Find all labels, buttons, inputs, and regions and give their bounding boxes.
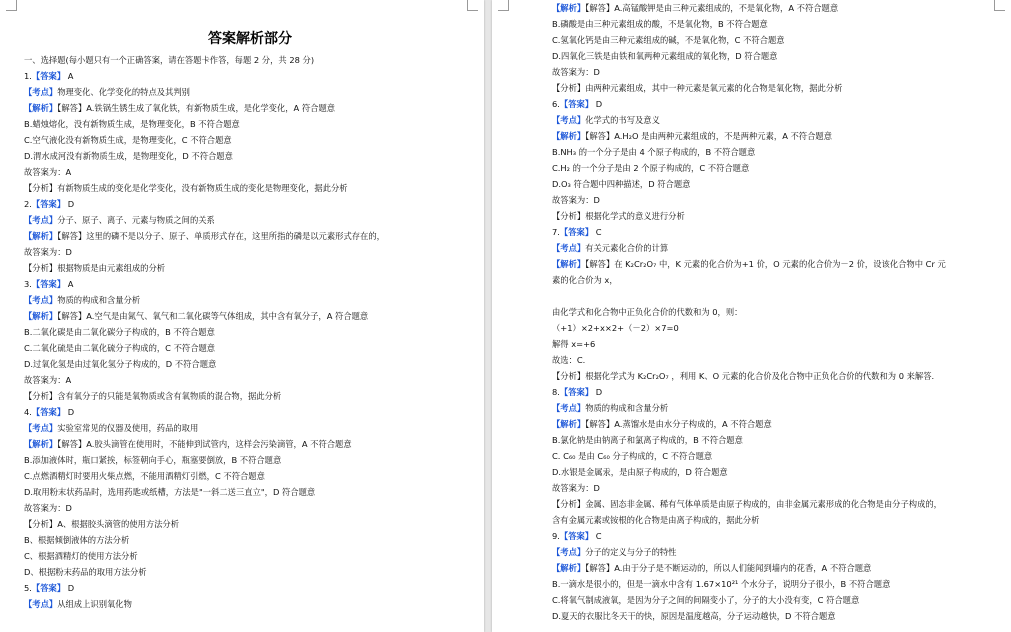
section-tag: 【考点】: [24, 87, 58, 97]
line-text: C.H₂ 的一个分子是由 2 个原子构成的，C 不符合题意: [552, 163, 750, 173]
section-tag: 【考点】: [552, 115, 586, 125]
line-text: D.四氧化三铁是由铁和氧两种元素组成的氧化物，D 符合题意: [552, 51, 778, 61]
section-tag: 【解析】: [552, 3, 586, 13]
line-text: D.取用粉末状药品时，选用药匙或纸槽，方法是"一斜二送三直立"，D 符合题意: [24, 487, 316, 497]
line-text: D、根据粉末药品的取用方法分析: [24, 567, 147, 577]
line-text: 【解答】A.空气是由氮气、氧气和二氧化碳等气体组成，其中含有氧分子，A 符合题意: [57, 311, 369, 321]
text-line: [552, 176, 1003, 192]
line-text: D: [65, 407, 75, 417]
line-text: B、根据倾倒液体的方法分析: [24, 535, 130, 545]
left-page: [0, 0, 484, 632]
text-line: [24, 68, 476, 84]
line-text: D.O₃ 符合题中四种描述，D 符合题意: [552, 179, 691, 189]
text-line: [24, 228, 476, 244]
section-tag: 【解析】: [552, 131, 586, 141]
line-text: 故答案为：A: [24, 167, 72, 177]
text-line: [24, 452, 476, 468]
text-line: [24, 548, 476, 564]
text-line: [552, 512, 1003, 528]
line-text: 【解答】这里的磷不是以分子、原子、单质形式存在，这里所指的磷是以元素形式存在的，: [57, 231, 385, 241]
text-line: [552, 32, 1003, 48]
line-text: C: [593, 227, 602, 237]
text-line: [24, 580, 476, 596]
line-text: B.添加液体时，瓶口紧挨，标签朝向手心，瓶塞要倒放，B 不符合题意: [24, 455, 282, 465]
line-text: C.二氧化硫是由二氧化硫分子构成的，C 不符合题意: [24, 343, 216, 353]
line-text: D.渭水成河没有新物质生成，是物理变化，D 不符合题意: [24, 151, 233, 161]
text-line: [24, 116, 476, 132]
text-line: [24, 532, 476, 548]
text-line: [24, 180, 476, 196]
text-line: [24, 404, 476, 420]
text-line: [552, 256, 1003, 272]
line-text: D.水银是金属汞，是由原子构成的，D 符合题意: [552, 467, 728, 477]
section-tag: 【解析】: [552, 563, 586, 573]
section-tag: 【解析】: [24, 311, 58, 321]
line-text: 由化学式和化合物中正负化合价的代数和为 0，则：: [552, 307, 743, 317]
text-line: [552, 448, 1003, 464]
line-text: 解得 x=+6: [552, 339, 596, 349]
section-tag: 【考点】: [24, 423, 58, 433]
text-line: [552, 544, 1003, 560]
question-number: 5.: [24, 583, 32, 593]
line-text: 有关元素化合价的计算: [585, 243, 669, 253]
line-text: C.点燃酒精灯时要用火柴点燃，不能用酒精灯引燃，C 不符合题意: [24, 471, 265, 481]
section-tag: 【答案】: [559, 99, 594, 109]
line-text: 故答案为：D: [24, 503, 72, 513]
text-line: [552, 224, 1003, 240]
section-tag: 【考点】: [552, 243, 586, 253]
text-line: [24, 420, 476, 436]
right-lines: [552, 0, 1003, 624]
text-line: [552, 16, 1003, 32]
line-text: A: [65, 71, 74, 81]
section-tag: 【解析】: [552, 259, 586, 269]
line-text: B.一滴水是很小的，但是一滴水中含有 1.67×10²¹ 个水分子，说明分子很小，B 不符合题意: [552, 579, 891, 589]
text-line: [552, 304, 1003, 320]
text-line: [552, 608, 1003, 624]
line-text: 【解答】A.胶头滴管在使用时，不能伸到试管内，这样会污染滴管，A 不符合题意: [57, 439, 352, 449]
line-text: 物理变化、化学变化的特点及其判别: [57, 87, 190, 97]
question-number: 9.: [552, 531, 560, 541]
question-number: 2.: [24, 199, 32, 209]
line-text: 从组成上识别氧化物: [57, 599, 132, 609]
line-text: B.NH₃ 的一个分子是由 4 个原子构成的，B 不符合题意: [552, 147, 756, 157]
section-tag: 【解析】: [24, 103, 58, 113]
line-text: D.夏天的衣服比冬天干的快，原因是温度越高，分子运动越快，D 不符合题意: [552, 611, 836, 621]
corner-mark: [6, 0, 17, 11]
line-text: C.将氧气制成液氧，是因为分子之间的间隔变小了，分子的大小没有变，C 符合题意: [552, 595, 860, 605]
line-text: 故答案为：D: [24, 247, 72, 257]
text-line: [552, 96, 1003, 112]
text-line: [552, 592, 1003, 608]
text-line: [24, 356, 476, 372]
line-text: 故选：C.: [552, 355, 586, 365]
text-line: [552, 368, 1003, 384]
text-line: [552, 464, 1003, 480]
text-line: [552, 576, 1003, 592]
text-line: [24, 164, 476, 180]
text-line: [24, 212, 476, 228]
line-text: 故答案为：D: [552, 483, 600, 493]
line-text: C.空气液化没有新物质生成，是物理变化，C 不符合题意: [24, 135, 232, 145]
line-text: B.氯化钠是由钠离子和氯离子构成的，B 不符合题意: [552, 435, 743, 445]
text-line: [24, 516, 476, 532]
question-number: 8.: [552, 387, 560, 397]
text-line: [24, 372, 476, 388]
text-line: [552, 400, 1003, 416]
line-text: 实验室常见的仪器及使用，药品的取用: [57, 423, 199, 433]
text-line: [24, 148, 476, 164]
text-line: [552, 480, 1003, 496]
line-text: 分子的定义与分子的特性: [585, 547, 677, 557]
text-line: [24, 484, 476, 500]
line-text: 物质的构成和含量分析: [585, 403, 669, 413]
text-line: [24, 596, 476, 612]
section-tag: 【解析】: [24, 231, 58, 241]
text-line: [24, 260, 476, 276]
text-line: [552, 384, 1003, 400]
text-line: [552, 272, 1003, 304]
line-text: 【解答】A.高锰酸钾是由三种元素组成的，不是氧化物，A 不符合题意: [585, 3, 839, 13]
line-text: 【分析】根据化学式的意义进行分析: [552, 211, 685, 221]
line-text: 【分析】由两种元素组成，其中一种元素是氧元素的化合物是氧化物，据此分析: [552, 83, 843, 93]
line-text: 物质的构成和含量分析: [57, 295, 141, 305]
section-tag: 【答案】: [31, 279, 66, 289]
text-line: [552, 48, 1003, 64]
section-tag: 【答案】: [31, 583, 66, 593]
text-line: [24, 84, 476, 100]
question-number: 1.: [24, 71, 32, 81]
question-number: 4.: [24, 407, 32, 417]
line-text: 【解答】A.H₂O 是由两种元素组成的，不是两种元素，A 不符合题意: [585, 131, 832, 141]
right-page: [492, 0, 1011, 632]
text-line: [552, 320, 1003, 336]
line-text: B.蜡烛熔化，没有新物质生成，是物理变化，B 不符合题意: [24, 119, 240, 129]
line-text: 故答案为：D: [552, 195, 600, 205]
text-line: [552, 128, 1003, 144]
section-tag: 【答案】: [559, 387, 594, 397]
line-text: 故答案为：A: [24, 375, 72, 385]
page-title: 答案解析部分: [208, 31, 292, 47]
line-text: 【分析】有新物质生成的变化是化学变化，没有新物质生成的变化是物理变化，据此分析: [24, 183, 348, 193]
line-text: B.二氧化碳是由二氧化碳分子构成的，B 不符合题意: [24, 327, 215, 337]
text-line: [552, 64, 1003, 80]
section-tag: 【考点】: [24, 215, 58, 225]
section-tag: 【解析】: [552, 419, 586, 429]
right-page-content: [552, 0, 1003, 624]
text-line: [552, 208, 1003, 224]
section-tag: 【答案】: [559, 531, 594, 541]
question-number: 6.: [552, 99, 560, 109]
text-line: [552, 496, 1003, 512]
line-text: 【分析】根据物质是由元素组成的分析: [24, 263, 166, 273]
line-text: 【分析】含有氧分子的只能是氧物质或含有氧物质的混合物，据此分析: [24, 391, 282, 401]
text-line: [552, 80, 1003, 96]
line-text: 【分析】A、根据胶头滴管的使用方法分析: [24, 519, 180, 529]
line-text: 【解答】A.由于分子是不断运动的，所以人们能闻到墙内的花香，A 不符合题意: [585, 563, 872, 573]
line-text: 故答案为：D: [552, 67, 600, 77]
line-text: 含有金属元素或铵根的化合物是由离子构成的，据此分析: [552, 515, 760, 525]
text-line: [552, 432, 1003, 448]
section-tag: 【答案】: [31, 71, 66, 81]
text-line: [24, 340, 476, 356]
line-text: C: [593, 531, 602, 541]
line-text: 【解答】A.蒸馏水是由水分子构成的，A 不符合题意: [585, 419, 772, 429]
line-text: D: [593, 99, 603, 109]
line-text: A: [65, 279, 74, 289]
line-text: D.过氧化氢是由过氧化氢分子构成的，D 不符合题意: [24, 359, 217, 369]
line-text: C.氢氧化钙是由三种元素组成的碱，不是氧化物，C 不符合题意: [552, 35, 785, 45]
text-line: [24, 500, 476, 516]
section-tag: 【考点】: [24, 295, 58, 305]
question-number: 3.: [24, 279, 32, 289]
line-text: D: [65, 583, 75, 593]
text-line: [24, 132, 476, 148]
line-text: C、根据酒精灯的使用方法分析: [24, 551, 138, 561]
section-tag: 【答案】: [559, 227, 594, 237]
left-lines: [24, 52, 476, 612]
text-line: [24, 324, 476, 340]
line-text: 【解答】A.铁锅生锈生成了氧化铁，有新物质生成，是化学变化，A 符合题意: [57, 103, 336, 113]
section-tag: 【考点】: [552, 547, 586, 557]
text-line: [24, 564, 476, 580]
text-line: [552, 240, 1003, 256]
line-text: B.磷酸是由三种元素组成的酸，不是氧化物，B 不符合题意: [552, 19, 768, 29]
left-page-content: [24, 0, 476, 612]
text-line: [24, 468, 476, 484]
question-number: 7.: [552, 227, 560, 237]
line-text: 素的化合价为 x，: [552, 275, 618, 285]
line-text: （+1）×2+x×2+（－2）×7=0: [552, 323, 679, 333]
section-tag: 【考点】: [24, 599, 58, 609]
text-line: [552, 336, 1003, 352]
line-text: 【分析】金属、固态非金属、稀有气体单质是由原子构成的，由非金属元素形成的化合物是由分子构成的，: [552, 499, 942, 509]
section-tag: 【答案】: [31, 407, 66, 417]
text-line: [552, 192, 1003, 208]
section-tag: 【解析】: [24, 439, 58, 449]
text-line: [24, 436, 476, 452]
text-line: [552, 144, 1003, 160]
text-line: [24, 388, 476, 404]
line-text: D: [65, 199, 75, 209]
text-line: [24, 276, 476, 292]
text-line: [552, 112, 1003, 128]
text-line: [552, 160, 1003, 176]
text-line: [552, 0, 1003, 16]
line-text: 【分析】根据化学式为 K₂Cr₂O₇ ，利用 K、O 元素的化合价及化合物中正负化合价的代数和为 0 来解答.: [552, 371, 935, 381]
line-text: 一、选择题(每小题只有一个正确答案，请在答题卡作答，每题 2 分，共 28 分): [24, 55, 315, 65]
text-line: [24, 308, 476, 324]
text-line: [552, 528, 1003, 544]
line-text: 分子、原子、离子、元素与物质之间的关系: [57, 215, 215, 225]
text-line: [24, 196, 476, 212]
text-line: [24, 100, 476, 116]
text-line: [24, 244, 476, 260]
text-line: [552, 416, 1003, 432]
text-line: [24, 292, 476, 308]
text-line: [24, 52, 476, 68]
section-tag: 【考点】: [552, 403, 586, 413]
text-line: [552, 560, 1003, 576]
line-text: 【解答】在 K₂Cr₂O₇ 中，K 元素的化合价为+1 价，O 元素的化合价为－2 价，设该化合物中 Cr 元: [585, 259, 946, 269]
text-line: [552, 352, 1003, 368]
line-text: 化学式的书写及意义: [585, 115, 660, 125]
corner-mark: [498, 0, 509, 11]
section-tag: 【答案】: [31, 199, 66, 209]
line-text: C. C₆₀ 是由 C₆₀ 分子构成的，C 不符合题意: [552, 451, 713, 461]
line-text: D: [593, 387, 603, 397]
